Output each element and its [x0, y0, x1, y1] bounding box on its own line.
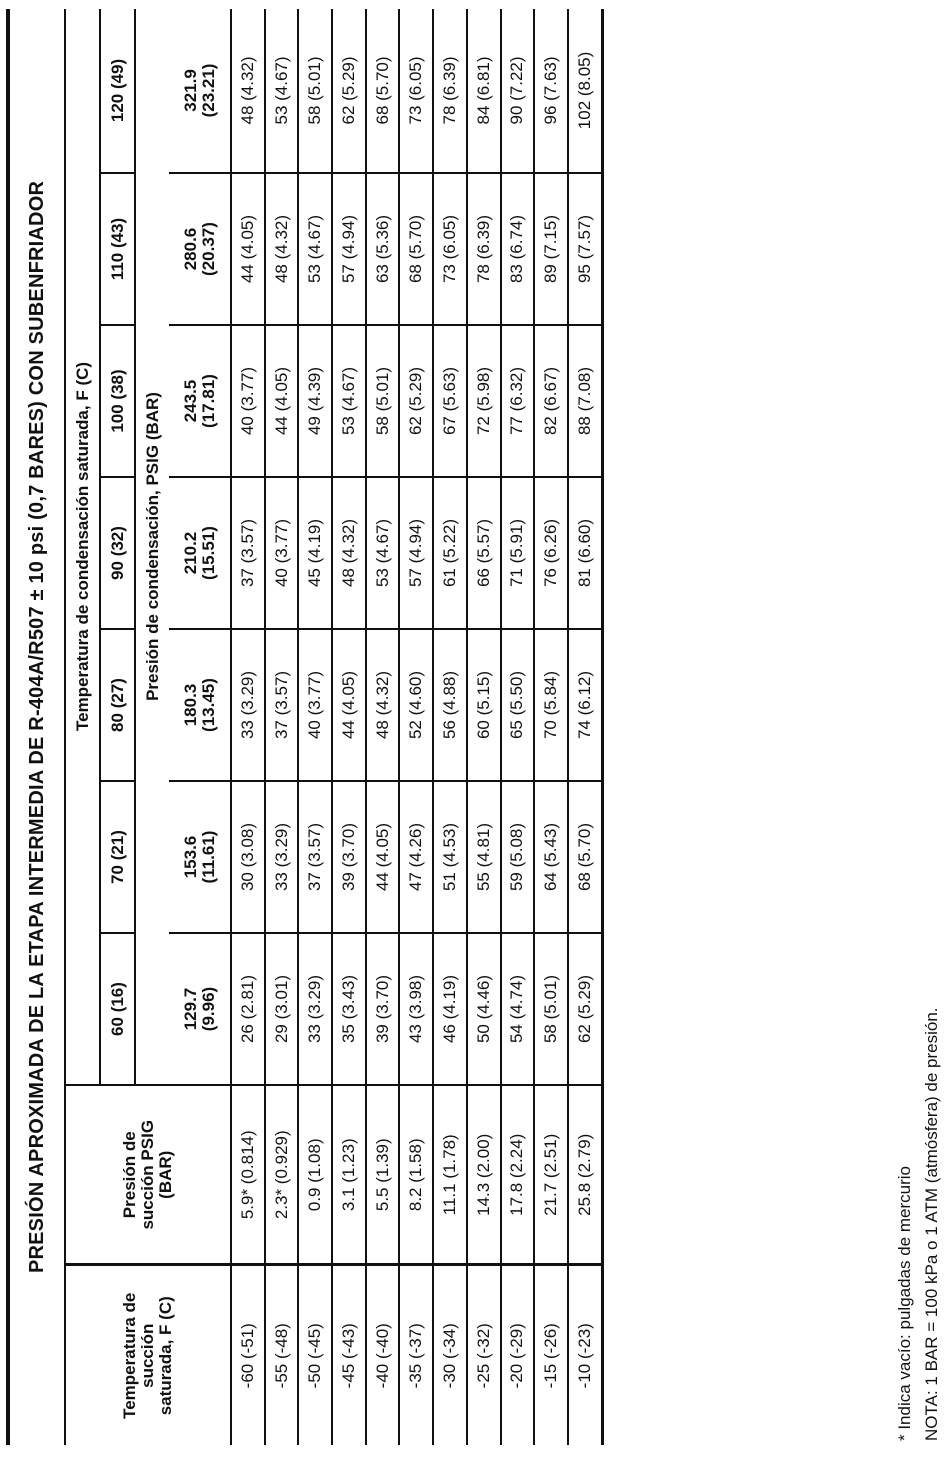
suction-pressure-cell: 5.9* (0.814) — [231, 1085, 265, 1265]
intermediate-pressure-cell: 33 (3.29) — [231, 629, 265, 781]
condensing-temp-2: 80 (27) — [100, 629, 135, 781]
intermediate-pressure-cell: 61 (5.22) — [433, 477, 467, 629]
suction-pressure-cell: 17.8 (2.24) — [501, 1085, 535, 1265]
condensing-pressure-1: 153.6 (11.61) — [169, 781, 231, 933]
intermediate-pressure-cell: 90 (7.22) — [501, 9, 535, 173]
intermediate-pressure-cell: 55 (4.81) — [467, 781, 501, 933]
intermediate-pressure-cell: 44 (4.05) — [265, 325, 299, 477]
intermediate-pressure-cell: 72 (5.98) — [467, 325, 501, 477]
intermediate-pressure-cell: 62 (5.29) — [399, 325, 433, 477]
table-row — [433, 9, 467, 1445]
table-row — [298, 9, 332, 1445]
condensing-pressure-5: 280.6 (20.37) — [169, 173, 231, 325]
intermediate-pressure-cell: 44 (4.05) — [231, 173, 265, 325]
suction-temp-cell: -10 (-23) — [568, 1265, 602, 1445]
condensing-pressure-3: 210.2 (15.51) — [169, 477, 231, 629]
suction-temp-cell: -25 (-32) — [467, 1265, 501, 1445]
intermediate-pressure-cell: 58 (5.01) — [366, 325, 400, 477]
intermediate-pressure-cell: 78 (6.39) — [433, 9, 467, 173]
intermediate-pressure-cell: 50 (4.46) — [467, 933, 501, 1085]
condensing-pressure-header: Presión de condensación, PSIG (BAR) — [135, 9, 169, 1085]
intermediate-pressure-cell: 48 (4.32) — [265, 173, 299, 325]
intermediate-pressure-cell: 89 (7.15) — [534, 173, 568, 325]
intermediate-pressure-cell: 82 (6.67) — [534, 325, 568, 477]
intermediate-pressure-cell: 40 (3.77) — [231, 325, 265, 477]
suction-temp-cell: -35 (-37) — [399, 1265, 433, 1445]
suction-pressure-cell: 5.5 (1.39) — [366, 1085, 400, 1265]
table-row — [501, 9, 535, 1445]
intermediate-pressure-cell: 53 (4.67) — [298, 173, 332, 325]
table-row — [568, 9, 602, 1445]
intermediate-pressure-cell: 44 (4.05) — [332, 629, 366, 781]
condensing-temp-4: 100 (38) — [100, 325, 135, 477]
intermediate-pressure-cell: 63 (5.36) — [366, 173, 400, 325]
suction-temp-cell: -60 (-51) — [231, 1265, 265, 1445]
intermediate-pressure-cell: 48 (4.32) — [332, 477, 366, 629]
suction-pressure-cell: 8.2 (1.58) — [399, 1085, 433, 1265]
intermediate-pressure-cell: 95 (7.57) — [568, 173, 602, 325]
intermediate-pressure-cell: 39 (3.70) — [332, 781, 366, 933]
intermediate-pressure-cell: 74 (6.12) — [568, 629, 602, 781]
intermediate-pressure-cell: 81 (6.60) — [568, 477, 602, 629]
table-row — [399, 9, 433, 1445]
intermediate-pressure-cell: 58 (5.01) — [298, 9, 332, 173]
intermediate-pressure-cell: 43 (3.98) — [399, 933, 433, 1085]
condensing-temp-6: 120 (49) — [100, 9, 135, 173]
intermediate-pressure-cell: 53 (4.67) — [265, 9, 299, 173]
table-row — [332, 9, 366, 1445]
table-row — [366, 9, 400, 1445]
suction-temp-cell: -50 (-45) — [298, 1265, 332, 1445]
suction-pressure-cell: 14.3 (2.00) — [467, 1085, 501, 1265]
intermediate-pressure-cell: 37 (3.57) — [265, 629, 299, 781]
intermediate-pressure-cell: 53 (4.67) — [366, 477, 400, 629]
condensing-temp-3: 90 (32) — [100, 477, 135, 629]
intermediate-pressure-cell: 70 (5.84) — [534, 629, 568, 781]
intermediate-pressure-cell: 56 (4.88) — [433, 629, 467, 781]
suction-temp-cell: -40 (-40) — [366, 1265, 400, 1445]
intermediate-pressure-cell: 60 (5.15) — [467, 629, 501, 781]
intermediate-pressure-cell: 73 (6.05) — [399, 9, 433, 173]
intermediate-pressure-cell: 84 (6.81) — [467, 9, 501, 173]
intermediate-pressure-cell: 35 (3.43) — [332, 933, 366, 1085]
suction-pressure-cell: 11.1 (1.78) — [433, 1085, 467, 1265]
intermediate-pressure-cell: 45 (4.19) — [298, 477, 332, 629]
intermediate-pressure-cell: 37 (3.57) — [231, 477, 265, 629]
intermediate-pressure-cell: 102 (8.05) — [568, 9, 602, 173]
suction-temp-cell: -30 (-34) — [433, 1265, 467, 1445]
intermediate-pressure-cell: 73 (6.05) — [433, 173, 467, 325]
intermediate-pressure-cell: 46 (4.19) — [433, 933, 467, 1085]
suction-temp-cell: -20 (-29) — [501, 1265, 535, 1445]
intermediate-pressure-cell: 62 (5.29) — [332, 9, 366, 173]
table-title: PRESIÓN APROXIMADA DE LA ETAPA INTERMEDIA DE R-404A/R507 ± 10 psi (0,7 BARES) CON SUBENFRIADOR — [8, 9, 65, 1445]
intermediate-pressure-cell: 52 (4.60) — [399, 629, 433, 781]
intermediate-pressure-cell: 66 (5.57) — [467, 477, 501, 629]
table-row — [467, 9, 501, 1445]
intermediate-pressure-cell: 47 (4.26) — [399, 781, 433, 933]
intermediate-pressure-cell: 48 (4.32) — [366, 629, 400, 781]
suction-pressure-cell: 3.1 (1.23) — [332, 1085, 366, 1265]
suction-temp-cell: -45 (-43) — [332, 1265, 366, 1445]
intermediate-pressure-cell: 96 (7.63) — [534, 9, 568, 173]
vacuum-footnote: * Indica vacío: pulgadas de mercurio — [895, 1166, 914, 1441]
intermediate-pressure-cell: 37 (3.57) — [298, 781, 332, 933]
intermediate-pressure-cell: 62 (5.29) — [568, 933, 602, 1085]
intermediate-pressure-cell: 88 (7.08) — [568, 325, 602, 477]
table-row — [231, 9, 265, 1445]
intermediate-pressure-cell: 83 (6.74) — [501, 173, 535, 325]
intermediate-pressure-cell: 33 (3.29) — [298, 933, 332, 1085]
intermediate-pressure-cell: 53 (4.67) — [332, 325, 366, 477]
intermediate-pressure-cell: 44 (4.05) — [366, 781, 400, 933]
intermediate-pressure-cell: 76 (6.26) — [534, 477, 568, 629]
intermediate-pressure-cell: 57 (4.94) — [332, 173, 366, 325]
intermediate-pressure-cell: 64 (5.43) — [534, 781, 568, 933]
intermediate-pressure-cell: 67 (5.63) — [433, 325, 467, 477]
condensing-temp-header: Temperatura de condensación saturada, F (C) — [65, 9, 100, 1085]
pressure-table — [6, 9, 604, 1445]
suction-pressure-cell: 21.7 (2.51) — [534, 1085, 568, 1265]
intermediate-pressure-cell: 33 (3.29) — [265, 781, 299, 933]
condensing-temp-0: 60 (16) — [100, 933, 135, 1085]
intermediate-pressure-cell: 40 (3.77) — [298, 629, 332, 781]
intermediate-pressure-cell: 39 (3.70) — [366, 933, 400, 1085]
condensing-pressure-2: 180.3 (13.45) — [169, 629, 231, 781]
intermediate-pressure-cell: 40 (3.77) — [265, 477, 299, 629]
table-row — [534, 9, 568, 1445]
condensing-temp-1: 70 (21) — [100, 781, 135, 933]
condensing-pressure-0: 129.7 (9.96) — [169, 933, 231, 1085]
intermediate-pressure-cell: 51 (4.53) — [433, 781, 467, 933]
intermediate-pressure-cell: 59 (5.08) — [501, 781, 535, 933]
intermediate-pressure-cell: 77 (6.32) — [501, 325, 535, 477]
table-row — [265, 9, 299, 1445]
intermediate-pressure-cell: 30 (3.08) — [231, 781, 265, 933]
suction-pressure-header: Presión de succión PSIG (BAR) — [65, 1085, 231, 1265]
suction-pressure-cell: 25.8 (2.79) — [568, 1085, 602, 1265]
intermediate-pressure-cell: 65 (5.50) — [501, 629, 535, 781]
intermediate-pressure-cell: 29 (3.01) — [265, 933, 299, 1085]
intermediate-pressure-cell: 68 (5.70) — [568, 781, 602, 933]
suction-temp-cell: -15 (-26) — [534, 1265, 568, 1445]
bar-footnote: NOTA: 1 BAR = 100 kPa o 1 ATM (atmósfera) de presión. — [922, 1007, 941, 1441]
intermediate-pressure-cell: 68 (5.70) — [399, 173, 433, 325]
suction-temp-cell: -55 (-48) — [265, 1265, 299, 1445]
intermediate-pressure-cell: 26 (2.81) — [231, 933, 265, 1085]
suction-temp-header: Temperatura de succión saturada, F (C) — [65, 1265, 231, 1445]
intermediate-pressure-cell: 49 (4.39) — [298, 325, 332, 477]
condensing-pressure-4: 243.5 (17.81) — [169, 325, 231, 477]
intermediate-pressure-cell: 71 (5.91) — [501, 477, 535, 629]
intermediate-pressure-cell: 57 (4.94) — [399, 477, 433, 629]
intermediate-pressure-cell: 78 (6.39) — [467, 173, 501, 325]
condensing-temp-5: 110 (43) — [100, 173, 135, 325]
intermediate-pressure-cell: 68 (5.70) — [366, 9, 400, 173]
suction-pressure-cell: 2.3* (0.929) — [265, 1085, 299, 1265]
condensing-pressure-6: 321.9 (23.21) — [169, 9, 231, 173]
suction-pressure-cell: 0.9 (1.08) — [298, 1085, 332, 1265]
intermediate-pressure-cell: 54 (4.74) — [501, 933, 535, 1085]
intermediate-pressure-cell: 58 (5.01) — [534, 933, 568, 1085]
intermediate-pressure-cell: 48 (4.32) — [231, 9, 265, 173]
